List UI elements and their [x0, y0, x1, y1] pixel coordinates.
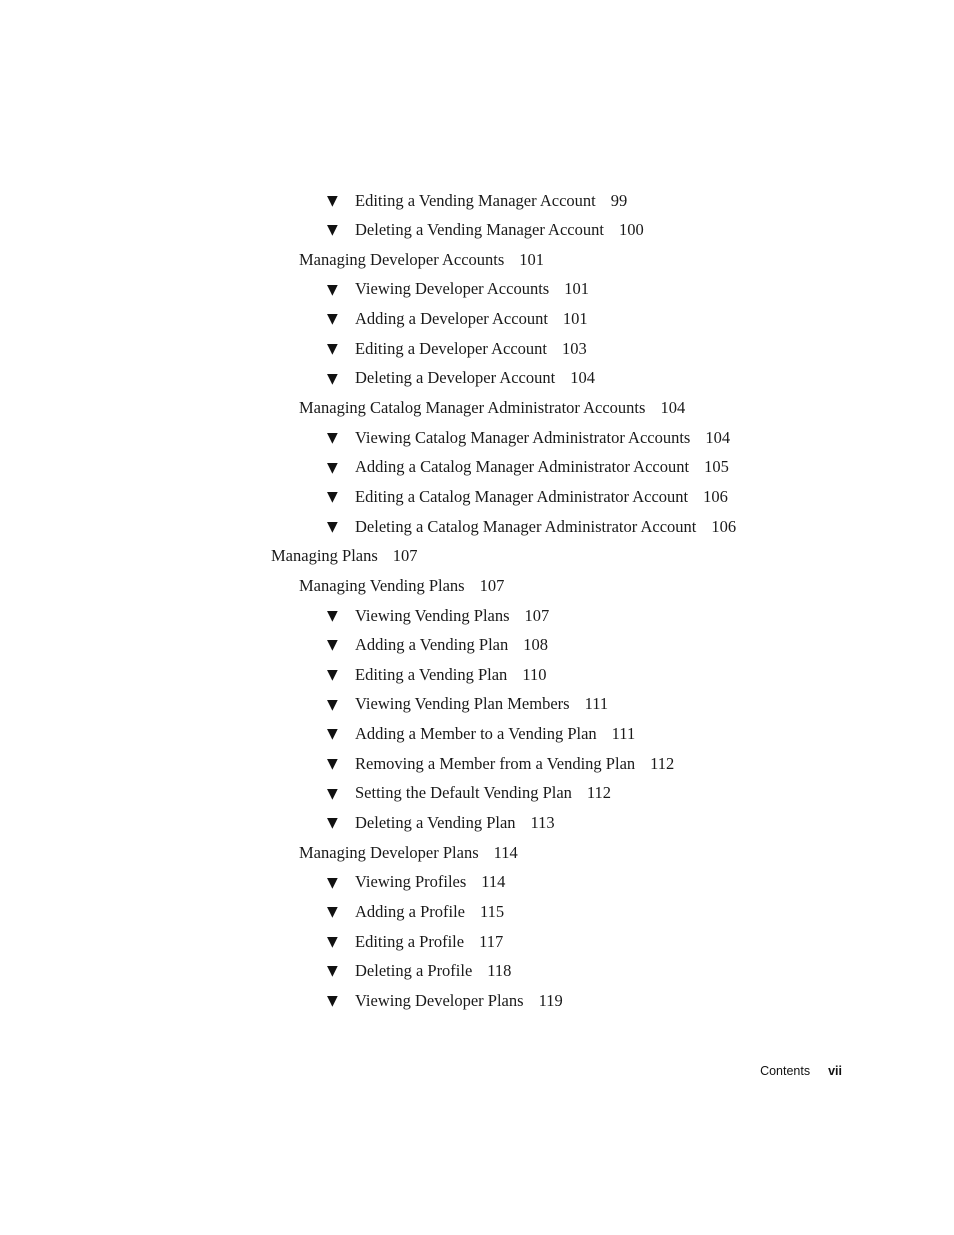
toc-entry-page: 105 — [704, 457, 729, 477]
toc-entry[interactable] — [0, 749, 954, 779]
triangle-down-icon: ▼ — [327, 370, 338, 387]
toc-entry-title: Deleting a Vending Manager Account — [355, 220, 604, 240]
triangle-down-icon: ▼ — [327, 637, 338, 654]
toc-entry-page: 115 — [479, 901, 505, 921]
toc-entry-title: Removing a Member from a Vending Plan — [355, 753, 636, 773]
toc-entry-title: Editing a Catalog Manager Administrator Account — [355, 486, 689, 506]
toc-entry-page: 107 — [524, 605, 550, 625]
triangle-down-icon: ▼ — [327, 429, 338, 446]
toc-entry[interactable] — [0, 245, 954, 275]
toc-entry-page: 112 — [586, 783, 612, 803]
toc-entry-title: Managing Vending Plans — [299, 575, 465, 595]
toc-entry-page: 108 — [523, 635, 548, 655]
triangle-down-icon: ▼ — [327, 874, 338, 891]
toc-entry-page: 100 — [618, 220, 644, 240]
toc-entry-page: 101 — [562, 309, 588, 329]
toc-entry[interactable] — [0, 927, 954, 957]
toc-entry[interactable] — [0, 275, 954, 305]
toc-entry-title: Viewing Developer Plans — [355, 990, 524, 1010]
triangle-down-icon: ▼ — [327, 281, 338, 298]
toc-entry-page: 110 — [522, 664, 547, 684]
toc-entry[interactable] — [0, 512, 954, 542]
triangle-down-icon: ▼ — [327, 904, 338, 921]
toc-entry-title: Adding a Catalog Manager Administrator Account — [355, 457, 690, 477]
toc-entry[interactable] — [0, 957, 954, 987]
triangle-down-icon: ▼ — [327, 607, 338, 624]
toc-entry[interactable] — [0, 186, 954, 216]
toc-entry-title: Viewing Catalog Manager Administrator Accounts — [355, 427, 691, 447]
toc-entry-title: Deleting a Vending Plan — [355, 813, 516, 833]
toc-entry-page: 113 — [530, 813, 555, 833]
toc-entry-title: Adding a Member to a Vending Plan — [355, 724, 597, 744]
toc-entry-page: 111 — [611, 724, 636, 744]
toc-entry-page: 107 — [479, 575, 505, 595]
triangle-down-icon: ▼ — [327, 311, 338, 328]
toc-entry-page: 117 — [479, 931, 504, 951]
toc-entry[interactable] — [0, 779, 954, 809]
toc-entry-title: Viewing Profiles — [355, 872, 467, 892]
page-footer — [760, 1064, 842, 1078]
footer-section-label: Contents — [760, 1064, 811, 1078]
toc-entry-page: 99 — [610, 190, 628, 210]
toc-entry[interactable] — [0, 334, 954, 364]
toc-entry[interactable] — [0, 423, 954, 453]
toc-entry-title: Viewing Vending Plan Members — [355, 694, 570, 714]
triangle-down-icon: ▼ — [327, 755, 338, 772]
triangle-down-icon: ▼ — [327, 192, 338, 209]
toc-entry-title: Managing Developer Accounts — [299, 249, 505, 269]
toc-entry-page: 114 — [493, 842, 518, 862]
toc-entry-page: 112 — [650, 753, 675, 773]
toc-entry-page: 101 — [519, 249, 545, 269]
toc-entry[interactable] — [0, 720, 954, 750]
page-number: vii — [828, 1064, 842, 1078]
toc-entry[interactable] — [0, 868, 954, 898]
toc-entry-page: 103 — [561, 338, 587, 358]
toc-entry[interactable] — [0, 453, 954, 483]
toc-entry[interactable] — [0, 690, 954, 720]
toc-entry-page: 119 — [538, 990, 563, 1010]
toc-entry[interactable] — [0, 571, 954, 601]
triangle-down-icon: ▼ — [327, 222, 338, 239]
toc-entry-page: 111 — [584, 694, 609, 714]
toc-entry-page: 106 — [703, 486, 728, 506]
toc-entry-title: Adding a Vending Plan — [355, 635, 509, 655]
toc-entry[interactable] — [0, 838, 954, 868]
toc-entry-page: 104 — [705, 427, 731, 447]
toc-entry-title: Deleting a Profile — [355, 961, 473, 981]
toc-entry-title: Editing a Profile — [355, 931, 465, 951]
toc-entry-page: 114 — [481, 872, 506, 892]
table-of-contents — [0, 186, 954, 1016]
toc-entry-title: Editing a Developer Account — [355, 338, 547, 358]
triangle-down-icon: ▼ — [327, 933, 338, 950]
triangle-down-icon: ▼ — [327, 518, 338, 535]
toc-entry-title: Deleting a Catalog Manager Administrator Account — [355, 516, 697, 536]
toc-entry[interactable] — [0, 305, 954, 335]
toc-entry-page: 107 — [392, 546, 418, 566]
toc-entry[interactable] — [0, 986, 954, 1016]
toc-entry-title: Viewing Developer Accounts — [355, 279, 550, 299]
toc-entry-page: 101 — [564, 279, 589, 299]
triangle-down-icon: ▼ — [327, 667, 338, 684]
triangle-down-icon: ▼ — [327, 696, 338, 713]
toc-entry[interactable] — [0, 364, 954, 394]
toc-entry[interactable] — [0, 897, 954, 927]
triangle-down-icon: ▼ — [327, 785, 338, 802]
toc-entry-page: 104 — [570, 368, 595, 388]
triangle-down-icon: ▼ — [327, 489, 338, 506]
toc-entry-page: 118 — [487, 961, 512, 981]
toc-entry[interactable] — [0, 542, 954, 572]
toc-entry[interactable] — [0, 631, 954, 661]
triangle-down-icon: ▼ — [327, 963, 338, 980]
triangle-down-icon: ▼ — [327, 341, 338, 358]
toc-entry-title: Deleting a Developer Account — [355, 368, 556, 388]
triangle-down-icon: ▼ — [327, 726, 338, 743]
triangle-down-icon: ▼ — [327, 993, 338, 1010]
toc-entry[interactable] — [0, 808, 954, 838]
toc-entry-title: Managing Developer Plans — [299, 842, 479, 862]
triangle-down-icon: ▼ — [327, 815, 338, 832]
toc-entry-title: Editing a Vending Plan — [355, 664, 508, 684]
toc-entry-title: Editing a Vending Manager Account — [355, 190, 596, 210]
toc-entry[interactable] — [0, 660, 954, 690]
triangle-down-icon: ▼ — [327, 459, 338, 476]
toc-entry[interactable] — [0, 601, 954, 631]
toc-entry-title: Adding a Developer Account — [355, 309, 548, 329]
toc-entry[interactable] — [0, 482, 954, 512]
toc-entry-page: 106 — [711, 516, 737, 536]
toc-entry-title: Managing Plans — [271, 546, 378, 566]
toc-entry-page: 104 — [660, 398, 686, 418]
toc-entry-title: Viewing Vending Plans — [355, 605, 510, 625]
toc-entry-title: Setting the Default Vending Plan — [355, 783, 572, 803]
toc-entry-title: Adding a Profile — [355, 901, 465, 921]
toc-entry[interactable] — [0, 393, 954, 423]
toc-entry[interactable] — [0, 216, 954, 246]
toc-entry-title: Managing Catalog Manager Administrator Accounts — [299, 398, 646, 418]
